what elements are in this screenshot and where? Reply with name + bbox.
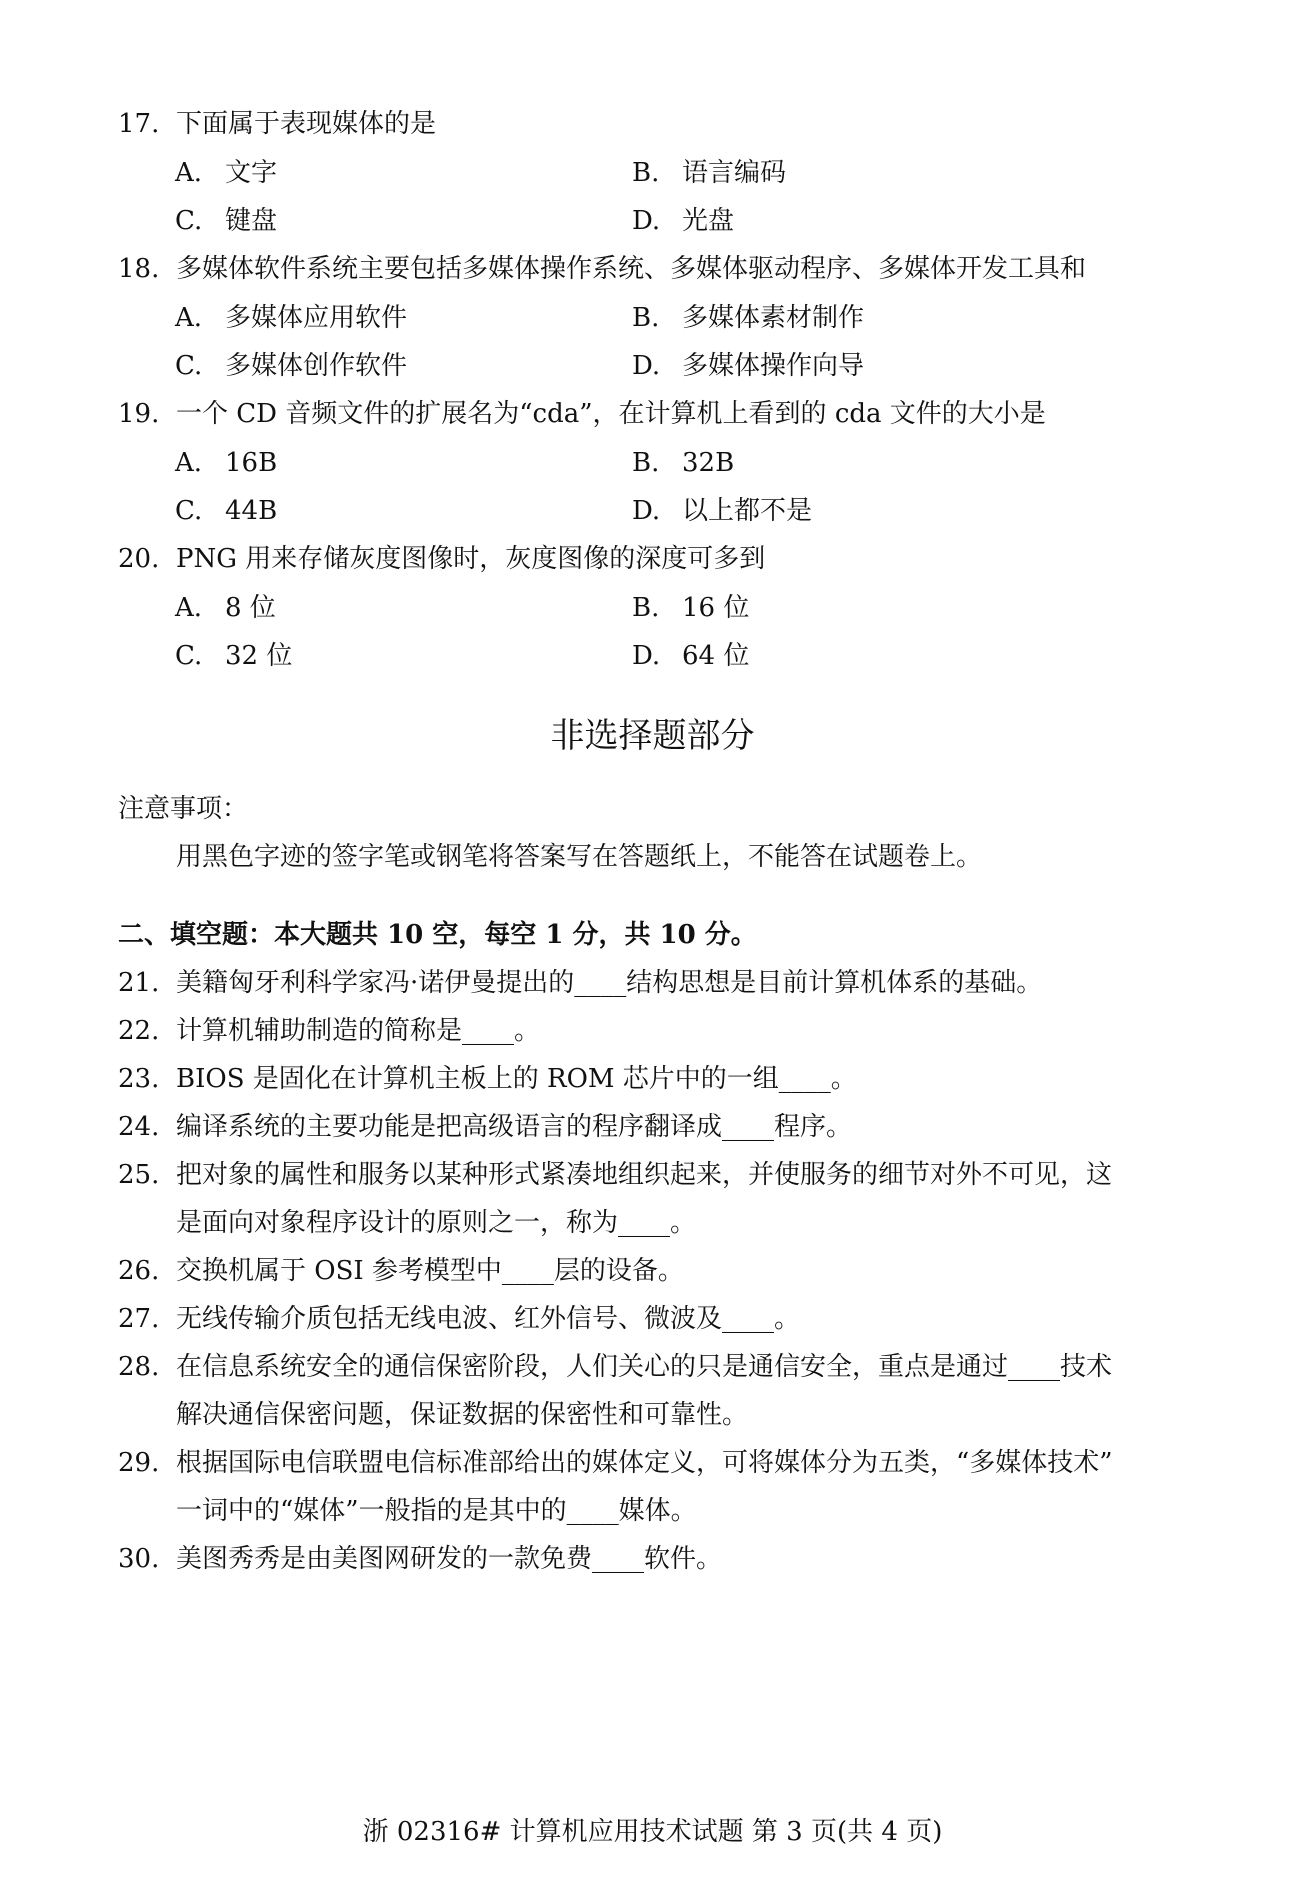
option-18-a: A. 多媒体应用软件	[175, 303, 408, 333]
question-text: 无线传输介质包括无线电波、红外信号、微波及____。	[176, 1304, 801, 1334]
page-footer: 浙 02316# 计算机应用技术试题 第 3 页(共 4 页)	[362, 1817, 943, 1847]
question-text: 编译系统的主要功能是把高级语言的程序翻译成____程序。	[176, 1112, 853, 1142]
part-two-heading: 二、填空题：本大题共 10 空，每空 1 分，共 10 分。	[118, 920, 757, 950]
question-24	[118, 1110, 852, 1144]
question-18	[118, 252, 1086, 286]
question-25	[118, 1158, 1112, 1192]
option-19-b: B. 32B	[632, 448, 735, 478]
option-18-d: D. 多媒体操作向导	[632, 351, 865, 381]
question-25-continuation: 是面向对象程序设计的原则之一，称为____。	[176, 1208, 697, 1238]
question-text: BIOS 是固化在计算机主板上的 ROM 芯片中的一组____。	[176, 1064, 857, 1094]
question-number: 19.	[118, 399, 160, 429]
option-17-c: C. 键盘	[175, 206, 278, 236]
question-22	[118, 1014, 540, 1048]
question-30	[118, 1542, 722, 1576]
option-17-a: A. 文字	[175, 158, 278, 188]
question-27	[118, 1302, 800, 1336]
question-number: 27.	[118, 1304, 160, 1334]
option-17-d: D. 光盘	[632, 206, 735, 236]
question-number: 26.	[118, 1256, 160, 1286]
option-19-a: A. 16B	[175, 448, 278, 478]
question-29-continuation: 一词中的“媒体”一般指的是其中的____媒体。	[176, 1496, 697, 1526]
question-text: PNG 用来存储灰度图像时，灰度图像的深度可多到	[176, 544, 766, 574]
question-28-continuation: 解决通信保密问题，保证数据的保密性和可靠性。	[176, 1400, 749, 1430]
option-19-c: C. 44B	[175, 496, 278, 526]
question-number: 20.	[118, 544, 160, 574]
question-21	[118, 966, 1042, 1000]
question-text: 交换机属于 OSI 参考模型中____层的设备。	[176, 1256, 684, 1286]
option-20-a: A. 8 位	[175, 593, 276, 623]
question-text: 在信息系统安全的通信保密阶段，人们关心的只是通信安全，重点是通过____技术	[176, 1352, 1113, 1382]
question-number: 28.	[118, 1352, 160, 1382]
notice-heading: 注意事项：	[118, 794, 249, 824]
question-text: 根据国际电信联盟电信标准部给出的媒体定义，可将媒体分为五类，“多媒体技术”	[176, 1448, 1113, 1478]
notice-text: 用黑色字迹的签字笔或钢笔将答案写在答题纸上，不能答在试题卷上。	[176, 842, 983, 872]
question-text: 下面属于表现媒体的是	[176, 109, 437, 139]
option-18-c: C. 多媒体创作软件	[175, 351, 408, 381]
question-19	[118, 397, 1046, 431]
question-number: 18.	[118, 254, 160, 284]
question-number: 21.	[118, 968, 160, 998]
question-number: 17.	[118, 109, 160, 139]
question-number: 25.	[118, 1160, 160, 1190]
option-20-b: B. 16 位	[632, 593, 750, 623]
question-20	[118, 542, 765, 576]
option-20-c: C. 32 位	[175, 641, 293, 671]
question-number: 24.	[118, 1112, 160, 1142]
question-29	[118, 1446, 1113, 1480]
question-number: 29.	[118, 1448, 160, 1478]
question-text: 一个 CD 音频文件的扩展名为“cda”，在计算机上看到的 cda 文件的大小是	[176, 399, 1046, 429]
question-number: 30.	[118, 1544, 160, 1574]
question-text: 美图秀秀是由美图网研发的一款免费____软件。	[176, 1544, 723, 1574]
question-text: 多媒体软件系统主要包括多媒体操作系统、多媒体驱动程序、多媒体开发工具和	[176, 254, 1087, 284]
option-18-b: B. 多媒体素材制作	[632, 303, 865, 333]
question-17	[118, 107, 436, 141]
question-text: 计算机辅助制造的简称是____。	[176, 1016, 541, 1046]
question-text: 美籍匈牙利科学家冯·诺伊曼提出的____结构思想是目前计算机体系的基础。	[176, 968, 1043, 998]
option-20-d: D. 64 位	[632, 641, 750, 671]
question-text: 把对象的属性和服务以某种形式紧凑地组织起来，并使服务的细节对外不可见，这	[176, 1160, 1113, 1190]
option-17-b: B. 语言编码	[632, 158, 787, 188]
question-number: 23.	[118, 1064, 160, 1094]
question-28	[118, 1350, 1112, 1384]
question-23	[118, 1062, 857, 1096]
option-19-d: D. 以上都不是	[632, 496, 813, 526]
question-number: 22.	[118, 1016, 160, 1046]
question-26	[118, 1254, 684, 1288]
section-title: 非选择题部分	[550, 716, 755, 756]
